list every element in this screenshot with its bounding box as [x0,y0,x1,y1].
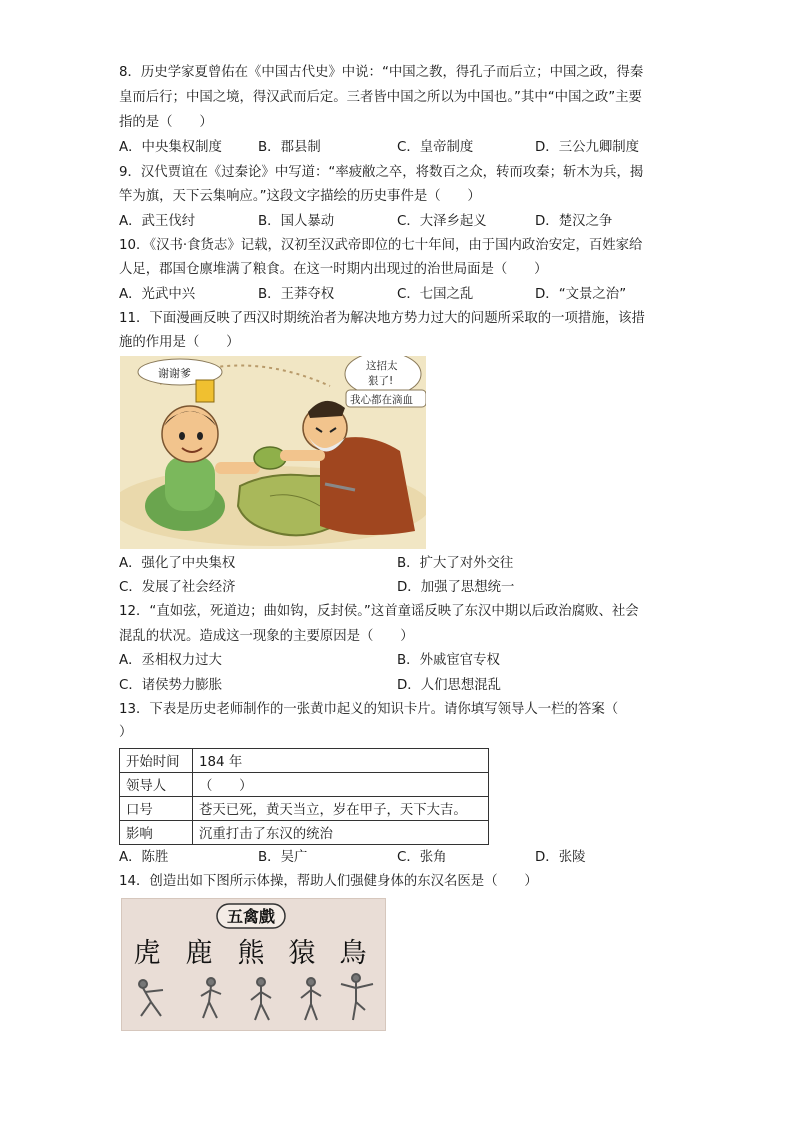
q12-option-c: C．诸侯势力膨胀 [119,678,223,693]
q9-option-a: A．武王伐纣 [119,214,196,229]
q13-option-d: D．张陵 [535,850,586,865]
table-cell: 苍天已死，黄天当立，岁在甲子，天下大吉。 [193,797,489,821]
animal-bear: 熊 [237,938,265,969]
q12-option-d: D．人们思想混乱 [397,678,502,693]
five-animals-exercise-image [121,898,386,1031]
q10-line2: 人足，郡国仓廪堆满了粮食。在这一时期内出现过的治世局面是（ ） [119,262,548,277]
q12-line2: 混乱的状况。造成这一现象的主要原因是（ ） [119,629,414,644]
knowledge-card-table [119,748,489,845]
animal-tiger: 虎 [133,938,161,969]
five-animals-title: 五禽戲 [226,907,276,926]
bubble-thanks: 谢谢爹 [158,367,191,380]
q9-option-c: C．大泽乡起义 [397,214,487,229]
q8-line1: 8．历史学家夏曾佑在《中国古代史》中说：“中国之教，得孔子而后立；中国之政，得秦 [119,65,644,80]
q8-line3: 指的是（ ） [119,115,213,130]
q10-line1: 10．《汉书·食货志》记载，汉初至汉武帝即位的七十年间，由于国内政治安定，百姓家给 [119,238,643,253]
table-cell: 沉重打击了东汉的统治 [193,821,489,845]
q12-option-a: A．丞相权力过大 [119,653,222,668]
animal-bird: 鳥 [339,938,367,969]
q13-option-b: B．吴广 [258,850,308,865]
q8-option-c: C．皇帝制度 [397,140,474,155]
q8-option-d: D．三公九卿制度 [535,140,640,155]
q12-line1: 12．“直如弦，死道边；曲如钩，反封侯。”这首童谣反映了东汉中期以后政治腐败、社会 [119,604,639,619]
q11-option-d: D．加强了思想统一 [397,580,515,595]
q10-option-a: A．光武中兴 [119,287,196,302]
cartoon-illustration [120,356,426,549]
q8-line2: 皇而后行；中国之境，得汉武而后定。三者皆中国之所以为中国也。”其中“中国之政”主要 [119,90,642,105]
five-animals-illustration [121,898,386,1031]
table-cell: 开始时间 [120,749,193,773]
q10-option-d: D．“文景之治” [535,287,627,302]
q13-option-a: A．陈胜 [119,850,169,865]
table-row [120,773,489,797]
animal-deer: 鹿 [185,938,213,969]
q12-option-b: B．外戚宦官专权 [397,653,500,668]
table-row [120,821,489,845]
table-row [120,749,489,773]
q10-option-b: B．王莽夺权 [258,287,335,302]
q11-option-a: A．强化了中央集权 [119,556,236,571]
table-cell: （ ） [193,773,489,797]
table-row [120,797,489,821]
bubble-too-harsh-2: 狠了! [368,375,394,387]
table-cell: 口号 [120,797,193,821]
animal-ape: 猿 [288,938,316,969]
q9-line2: 竿为旗，天下云集响应。”这段文字描绘的历史事件是（ ） [119,189,481,204]
q8-option-a: A．中央集权制度 [119,140,222,155]
q11-line1: 11．下面漫画反映了西汉时期统治者为解决地方势力过大的问题所采取的一项措施，该措 [119,311,645,326]
q11-option-b: B．扩大了对外交往 [397,556,514,571]
q13-option-c: C．张角 [397,850,447,865]
bubble-too-harsh-1: 这招太 [366,360,398,372]
q14-line1: 14．创造出如下图所示体操，帮助人们强健身体的东汉名医是（ ） [119,874,538,889]
bubble-heart-bleeding: 我心都在滴血 [350,394,413,406]
q9-line1: 9．汉代贾谊在《过秦论》中写道：“率疲敝之卒，将数百之众，转而攻秦；斩木为兵，揭 [119,165,644,180]
cartoon-image [120,356,426,549]
q10-option-c: C．七国之乱 [397,287,474,302]
q13-line1: 13．下表是历史老师制作的一张黄巾起义的知识卡片。请你填写领导人一栏的答案（ [119,702,619,717]
q9-option-d: D．楚汉之争 [535,214,613,229]
q8-option-b: B．郡县制 [258,140,321,155]
q11-line2: 施的作用是（ ） [119,335,240,350]
q11-option-c: C．发展了社会经济 [119,580,236,595]
q9-option-b: B．国人暴动 [258,214,335,229]
table-cell: 领导人 [120,773,193,797]
table-cell: 184 年 [193,749,489,773]
table-cell: 影响 [120,821,193,845]
q13-line2: ） [119,725,133,740]
